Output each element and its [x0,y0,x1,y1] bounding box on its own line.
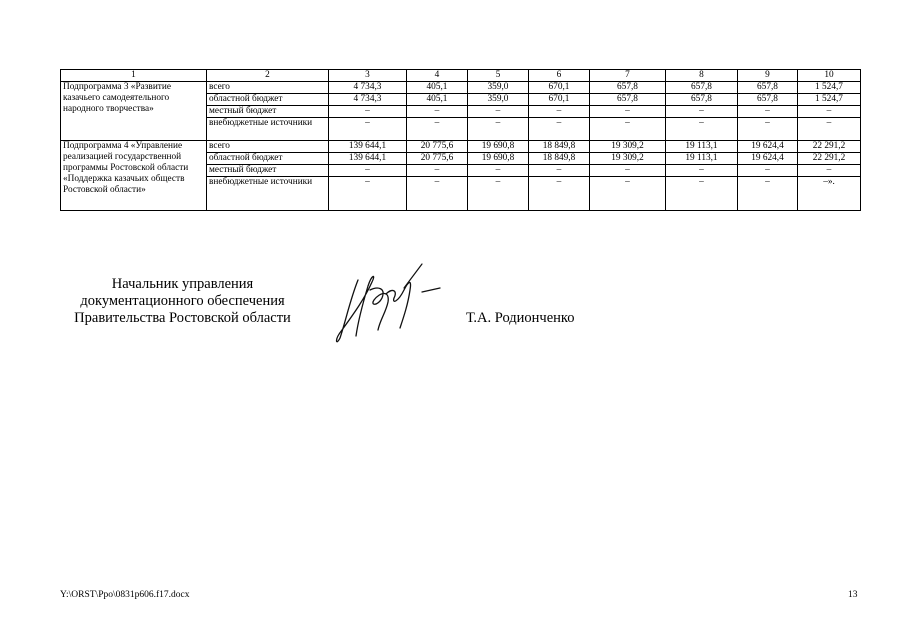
funding-value: 19 690,8 [468,153,529,165]
column-header: 9 [738,70,798,82]
funding-value: 4 734,3 [329,94,407,106]
funding-value: – [468,177,529,211]
funding-value: 657,8 [738,94,798,106]
funding-value: 657,8 [666,82,738,94]
funding-value: – [529,165,590,177]
table-row [61,82,861,94]
funding-value: – [738,106,798,118]
funding-value: – [798,165,861,177]
funding-value: – [738,118,798,141]
funding-value: 657,8 [590,94,666,106]
funding-value: 405,1 [407,94,468,106]
funding-value: 139 644,1 [329,153,407,165]
funding-value: 657,8 [590,82,666,94]
handwritten-signature [328,260,448,350]
subprogram-name: Подпрограмма 4 «Управление реализацией государственной программы Ростовской области «Поддержка казачьих обществ Ростовской области» [61,141,207,211]
signatory-name: Т.А. Родионченко [466,310,575,326]
funding-value: 18 849,8 [529,141,590,153]
funding-value: 359,0 [468,82,529,94]
funding-value: 657,8 [666,94,738,106]
budget-table-body [61,70,861,211]
funding-source: местный бюджет [207,106,329,118]
funding-value: – [529,177,590,211]
funding-value: 18 849,8 [529,153,590,165]
position-line: Начальник управления [111,276,254,292]
funding-value: – [329,177,407,211]
subprogram-name: Подпрограмма 3 «Развитие казачьего самодеятельного народного творчества» [61,82,207,141]
funding-value: 1 524,7 [798,82,861,94]
funding-value: 19 309,2 [590,141,666,153]
funding-value: 139 644,1 [329,141,407,153]
column-header: 2 [207,70,329,82]
funding-value: – [666,177,738,211]
funding-value: 22 291,2 [798,141,861,153]
funding-value: 405,1 [407,82,468,94]
column-header: 4 [407,70,468,82]
funding-source: местный бюджет [207,165,329,177]
funding-value: 20 775,6 [407,141,468,153]
funding-value: 19 690,8 [468,141,529,153]
funding-value: – [407,106,468,118]
column-header: 10 [798,70,861,82]
funding-value: 670,1 [529,94,590,106]
funding-value: – [666,106,738,118]
funding-value: – [666,118,738,141]
page-number: 13 [848,590,858,600]
funding-value: – [468,118,529,141]
funding-source: всего [207,141,329,153]
funding-value: 19 113,1 [666,141,738,153]
column-header: 1 [61,70,207,82]
funding-value: – [468,106,529,118]
funding-source: областной бюджет [207,153,329,165]
funding-value: – [529,106,590,118]
funding-value: – [590,165,666,177]
funding-value: 19 309,2 [590,153,666,165]
funding-value: – [529,118,590,141]
funding-value: 670,1 [529,82,590,94]
funding-value: – [738,177,798,211]
funding-value: – [329,118,407,141]
funding-value: 657,8 [738,82,798,94]
column-header: 5 [468,70,529,82]
funding-value: 19 113,1 [666,153,738,165]
funding-value: – [738,165,798,177]
funding-value: – [468,165,529,177]
funding-value: – [329,165,407,177]
funding-source: областной бюджет [207,94,329,106]
budget-table [60,69,861,211]
funding-value: 19 624,4 [738,153,798,165]
funding-value: – [590,106,666,118]
position-line: Правительства Ростовской области [74,310,291,326]
column-header: 8 [666,70,738,82]
table-header-row [61,70,861,82]
signatory-position [60,276,305,327]
funding-value: 359,0 [468,94,529,106]
funding-source: внебюджетные источники [207,118,329,141]
funding-value: – [666,165,738,177]
funding-value: – [798,118,861,141]
table-row [61,141,861,153]
funding-source: внебюджетные источники [207,177,329,211]
funding-value: 20 775,6 [407,153,468,165]
funding-value: 4 734,3 [329,82,407,94]
funding-value: – [798,106,861,118]
funding-value: –». [798,177,861,211]
footer-file-path: Y:\ORST\Ppo\0831p606.f17.docx [60,590,190,600]
funding-source: всего [207,82,329,94]
funding-value: – [590,118,666,141]
funding-value: 19 624,4 [738,141,798,153]
column-header: 6 [529,70,590,82]
funding-value: – [407,118,468,141]
funding-value: – [329,106,407,118]
position-line: документационного обеспечения [80,293,285,309]
column-header: 3 [329,70,407,82]
funding-value: – [407,177,468,211]
funding-value: 1 524,7 [798,94,861,106]
funding-value: 22 291,2 [798,153,861,165]
column-header: 7 [590,70,666,82]
funding-value: – [407,165,468,177]
funding-value: – [590,177,666,211]
